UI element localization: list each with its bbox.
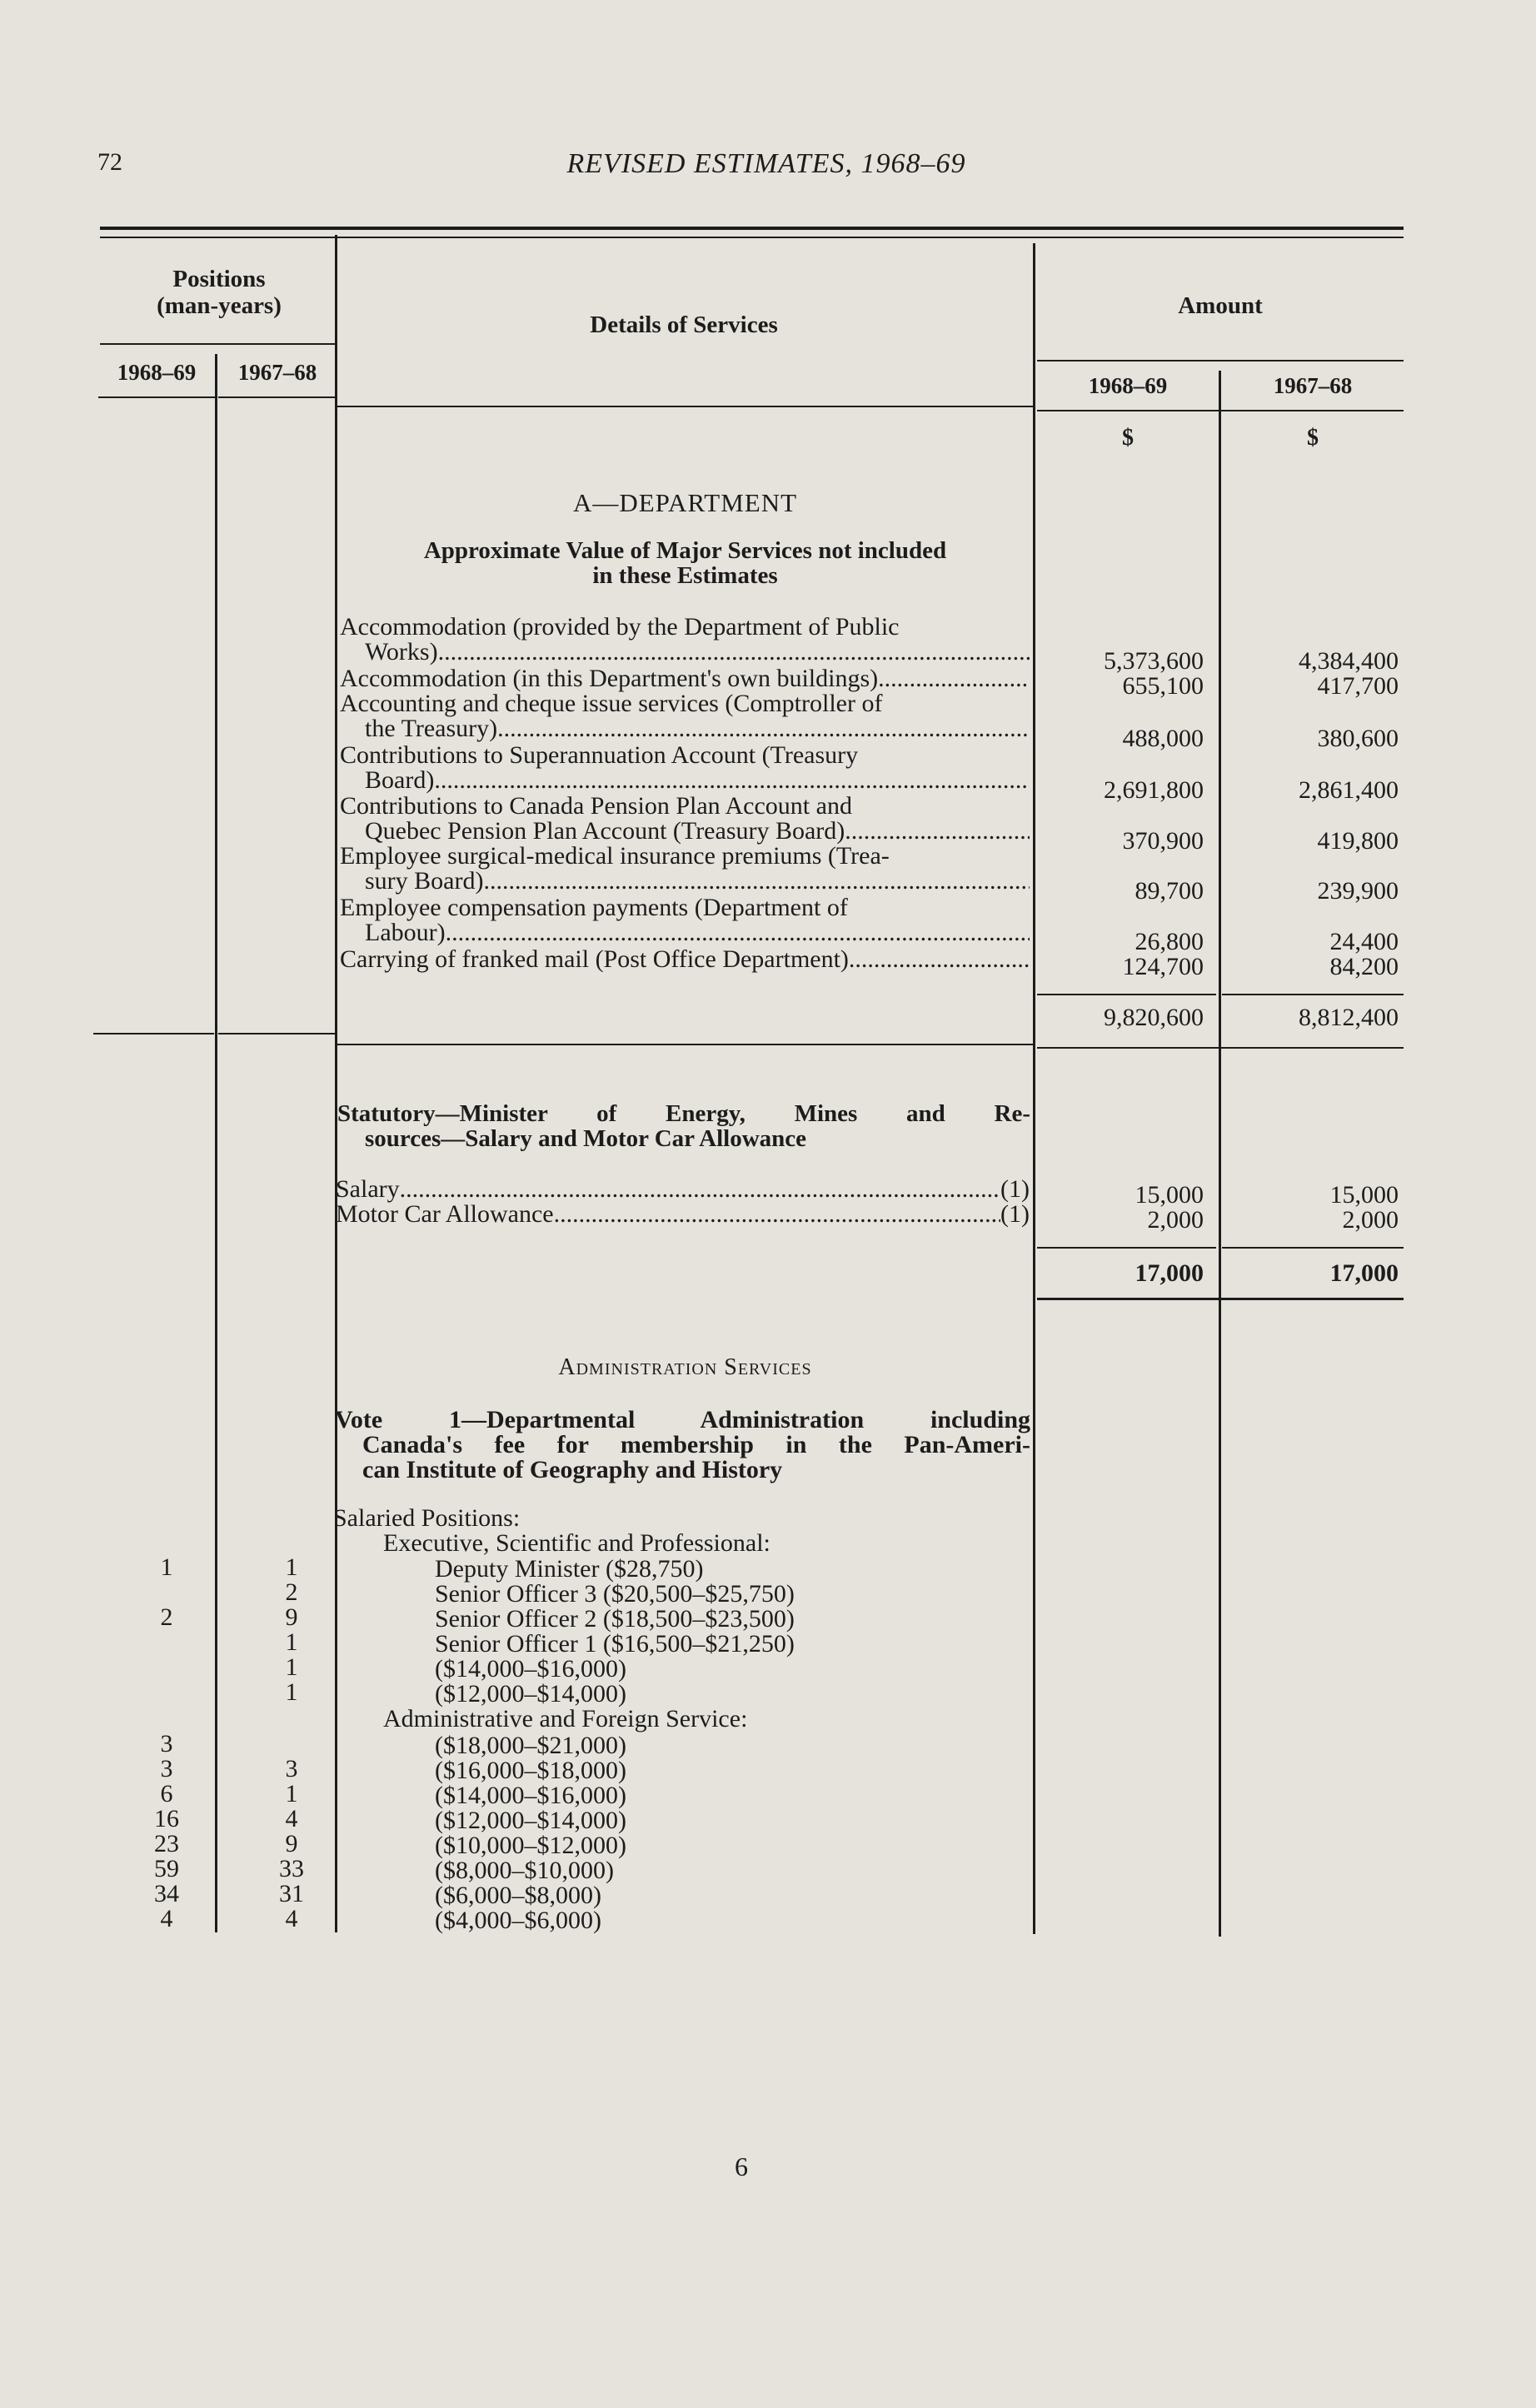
position-label: ($10,000–$12,000)	[435, 1832, 626, 1859]
positions-1967-value: 31	[279, 1880, 304, 1907]
section-rule	[93, 1033, 214, 1034]
amount-1968: 2,691,800	[1104, 776, 1204, 804]
salary-1967: 15,000	[1329, 1181, 1399, 1209]
amount-1968: 655,100	[1122, 672, 1204, 700]
statutory-bottom-rule	[1037, 1298, 1404, 1300]
positions-1968-value: 1	[160, 1553, 173, 1581]
vote-heading-cont: can Institute of Geography and History	[362, 1456, 783, 1483]
service-line: the Treasury) .....	[365, 716, 1030, 741]
amount-1968-header: 1968–69	[1088, 373, 1168, 398]
position-label: ($14,000–$16,000)	[435, 1655, 626, 1683]
statutory-total-1967: 17,000	[1329, 1259, 1399, 1287]
amount-1967: 24,400	[1329, 928, 1399, 955]
details-header: Details of Services	[590, 312, 778, 338]
positions-1968-header: 1968–69	[117, 360, 197, 385]
positions-1967-header: 1967–68	[237, 360, 317, 385]
positions-header-bottom-rule-2	[218, 396, 337, 398]
amount-1967: 4,384,400	[1299, 647, 1399, 675]
department-heading: A—DEPARTMENT	[572, 488, 798, 517]
amount-1967: 2,861,400	[1299, 776, 1399, 804]
position-label: ($18,000–$21,000)	[435, 1732, 626, 1759]
salaried-positions-label: Salaried Positions:	[333, 1504, 521, 1532]
folio-number: 6	[735, 2151, 748, 2181]
service-line: Labour) .....	[365, 920, 1030, 945]
service-line: Employee compensation payments (Department of	[340, 894, 848, 921]
positions-1967-value: 3	[285, 1755, 298, 1782]
top-rule-2	[100, 237, 1404, 238]
positions-1968-value: 59	[154, 1855, 179, 1882]
statutory-heading: Statutory—Minister of Energy, Mines and Re-	[337, 1100, 1030, 1127]
total-1968: 9,820,600	[1104, 1004, 1204, 1031]
amount-1968: 488,000	[1122, 725, 1204, 752]
amount-1967-header: 1967–68	[1273, 373, 1353, 398]
admin-services-heading: Administration Services	[558, 1354, 812, 1380]
position-label: ($16,000–$18,000)	[435, 1757, 626, 1784]
col-rule-positions	[215, 354, 217, 1932]
amount-1967: 419,800	[1317, 827, 1399, 855]
service-line: Quebec Pension Plan Account (Treasury Board) .....	[365, 819, 1030, 844]
dollar-sign-1967: $	[1307, 425, 1319, 451]
amount-1967: 239,900	[1317, 877, 1399, 905]
page-number: 72	[97, 148, 122, 176]
major-services-heading: Approximate Value of Major Services not included	[423, 537, 947, 564]
positions-header-bottom-rule	[98, 396, 215, 398]
salary-1968: 15,000	[1135, 1181, 1204, 1209]
positions-header: Positions	[172, 266, 266, 292]
amount-header: Amount	[1178, 292, 1263, 319]
amount-1968: 124,700	[1122, 953, 1204, 980]
details-header-rule	[337, 406, 1033, 407]
section-rule	[1037, 1047, 1404, 1049]
positions-1967-value: 9	[285, 1830, 298, 1857]
total-1967: 8,812,400	[1299, 1004, 1399, 1031]
salary-line: Salary ..... (1)	[336, 1177, 1030, 1202]
positions-1967-value: 1	[285, 1628, 298, 1656]
motor-car-line: Motor Car Allowance ..... (1)	[336, 1202, 1030, 1227]
col-rule-amount	[1033, 243, 1035, 1934]
positions-1968-value: 3	[160, 1730, 173, 1757]
amount-1967: 380,600	[1317, 725, 1399, 752]
positions-1968-value: 34	[154, 1880, 179, 1907]
position-label: Senior Officer 2 ($18,500–$23,500)	[435, 1605, 795, 1633]
section-rule	[337, 1044, 1033, 1045]
position-label: Senior Officer 1 ($16,500–$21,250)	[435, 1630, 795, 1658]
positions-1968-value: 16	[154, 1805, 179, 1832]
amount-1967: 417,700	[1317, 672, 1399, 700]
positions-1968-value: 4	[160, 1905, 173, 1932]
motor-car-1967: 2,000	[1342, 1206, 1399, 1234]
vote-heading-cont: Canada's fee for membership in the Pan-Ameri-	[362, 1431, 1030, 1458]
man-years-header: (man-years)	[157, 292, 282, 319]
service-line: Works) .....	[365, 640, 1030, 665]
section-rule	[218, 1033, 335, 1034]
vote-heading: Vote 1—Departmental Administration including	[335, 1406, 1030, 1433]
positions-header-rule	[100, 343, 337, 345]
amount-1968: 89,700	[1135, 877, 1204, 905]
positions-1968-value: 2	[160, 1603, 173, 1631]
amount-1968: 5,373,600	[1104, 647, 1204, 675]
statutory-total-rule	[1222, 1247, 1404, 1249]
positions-1967-value: 1	[285, 1780, 298, 1807]
position-label: ($12,000–$14,000)	[435, 1680, 626, 1708]
service-line: Accommodation (in this Department's own buildings) .....	[340, 666, 1030, 691]
positions-1968-value: 3	[160, 1755, 173, 1782]
service-line: Contributions to Superannuation Account (Treasury	[340, 741, 859, 769]
positions-1967-value: 9	[285, 1603, 298, 1631]
major-services-heading-cont: in these Estimates	[592, 562, 778, 589]
motor-car-1968: 2,000	[1147, 1206, 1204, 1234]
dollar-sign-1968: $	[1122, 425, 1134, 451]
service-line: Board) .....	[365, 768, 1030, 793]
service-line: Carrying of franked mail (Post Office Department) .....	[340, 947, 1030, 972]
statutory-total-1968: 17,000	[1135, 1259, 1204, 1287]
exec-category-label: Executive, Scientific and Professional:	[383, 1529, 770, 1557]
subtotal-rule	[1222, 994, 1404, 995]
service-line: Employee surgical-medical insurance premiums (Trea-	[340, 842, 890, 870]
amount-1968: 370,900	[1122, 827, 1204, 855]
positions-1967-value: 33	[279, 1855, 304, 1882]
positions-1967-value: 1	[285, 1553, 298, 1581]
position-label: ($6,000–$8,000)	[435, 1882, 601, 1909]
positions-1967-value: 4	[285, 1905, 298, 1932]
position-label: ($12,000–$14,000)	[435, 1807, 626, 1834]
col-rule-years	[1219, 371, 1221, 1937]
service-line: Accommodation (provided by the Department of Public	[340, 613, 900, 641]
statutory-total-rule	[1037, 1247, 1216, 1249]
amount-header-rule	[1037, 360, 1404, 361]
positions-1968-value: 23	[154, 1830, 179, 1857]
positions-1967-value: 1	[285, 1653, 298, 1681]
top-rule-1	[100, 227, 1404, 230]
positions-1968-value: 6	[160, 1780, 173, 1807]
page-title: REVISED ESTIMATES, 1968–69	[566, 148, 966, 179]
service-line: Contributions to Canada Pension Plan Account and	[340, 792, 852, 820]
amount-1967: 84,200	[1329, 953, 1399, 980]
service-line: Accounting and cheque issue services (Comptroller of	[340, 690, 883, 717]
position-label: ($4,000–$6,000)	[435, 1907, 601, 1934]
service-line: sury Board) .....	[365, 869, 1030, 894]
positions-1967-value: 1	[285, 1678, 298, 1706]
positions-1967-value: 4	[285, 1805, 298, 1832]
positions-1967-value: 2	[285, 1578, 298, 1606]
amount-1968: 26,800	[1135, 928, 1204, 955]
position-label: Senior Officer 3 ($20,500–$25,750)	[435, 1580, 795, 1608]
admin-foreign-category-label: Administrative and Foreign Service:	[383, 1705, 748, 1732]
position-label: ($14,000–$16,000)	[435, 1782, 626, 1809]
position-label: ($8,000–$10,000)	[435, 1857, 614, 1884]
position-label: Deputy Minister ($28,750)	[435, 1555, 704, 1583]
subtotal-rule	[1037, 994, 1216, 995]
statutory-heading-cont: sources—Salary and Motor Car Allowance	[365, 1125, 807, 1152]
